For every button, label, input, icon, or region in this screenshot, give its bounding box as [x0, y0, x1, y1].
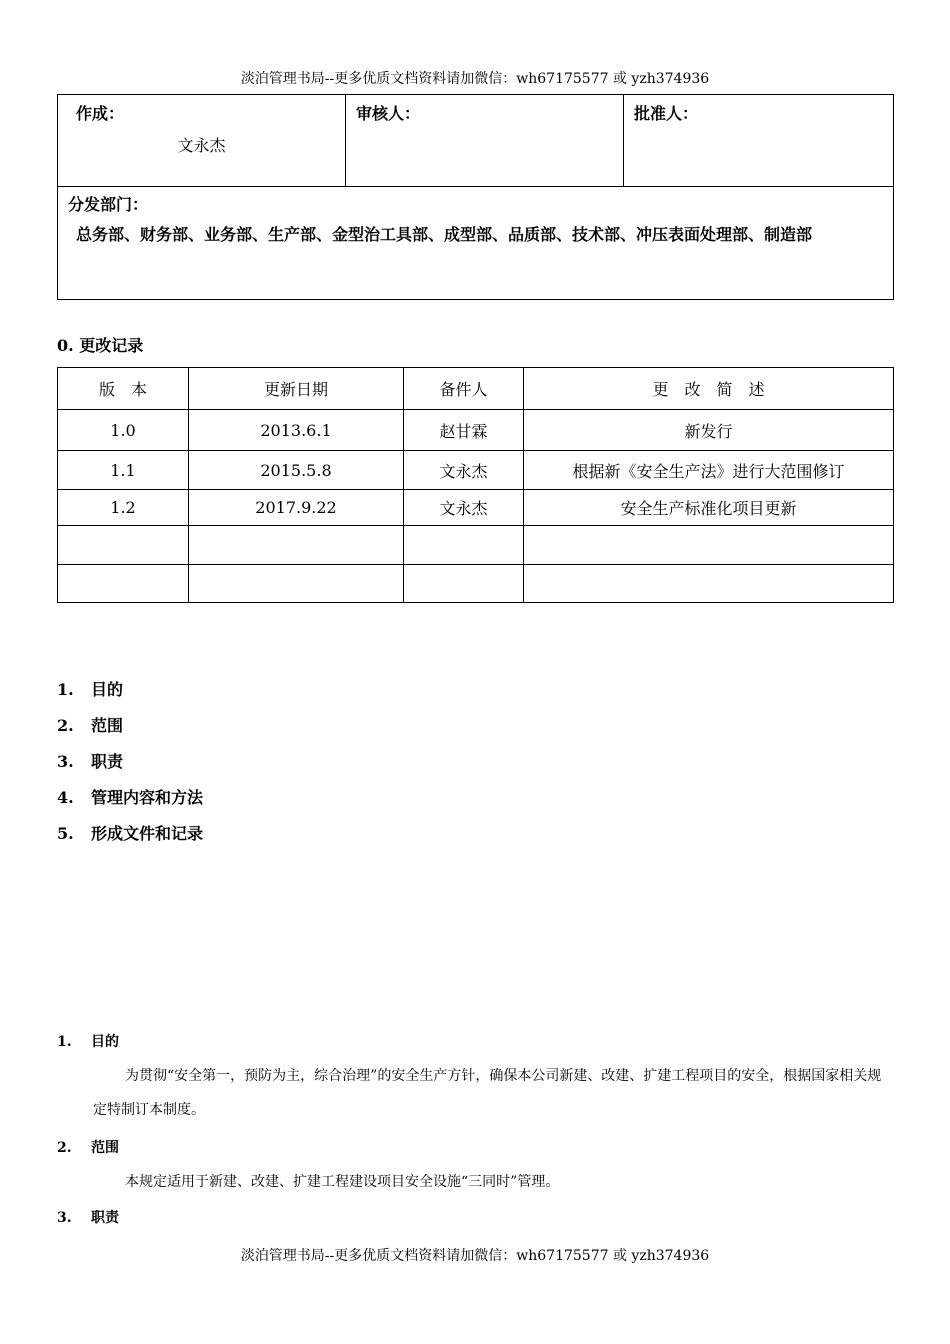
distribution-value: 总务部、财务部、业务部、生产部、金型治工具部、成型部、品质部、技术部、冲压表面处理部、制造部 [76, 225, 813, 244]
revision-cell: 1.1 [58, 451, 189, 490]
reviewer-label: 审核人： [356, 104, 421, 123]
section-text: 为贯彻“安全第一，预防为主，综合治理”的安全生产方针，确保本公司新建、改建、扩建工程项目的安全，根据国家相关规定特制订本制度。 [93, 1068, 882, 1118]
section-number: 3. [57, 1210, 72, 1226]
section-number: 1. [57, 1034, 72, 1050]
author-value: 文永杰 [177, 136, 226, 155]
revision-header-person: 备件人 [404, 368, 524, 410]
toc-title: 形成文件和记录 [91, 824, 204, 843]
revision-cell: 2015.5.8 [189, 451, 404, 490]
revision-header-version: 版 本 [58, 368, 189, 410]
section-heading [57, 1137, 887, 1157]
revision-cell: 文永杰 [404, 490, 524, 526]
section-title: 范围 [91, 1140, 119, 1156]
revision-cell [58, 526, 189, 565]
revision-section-title: 0. 更改记录 [57, 336, 144, 355]
toc-item [57, 678, 203, 714]
revision-cell: 1.2 [58, 490, 189, 526]
toc-title: 范围 [91, 716, 124, 735]
section-number: 2. [57, 1140, 72, 1156]
toc-number: 4. [57, 788, 74, 807]
toc-number: 3. [57, 752, 74, 771]
section-heading [57, 1031, 887, 1051]
revision-cell [58, 565, 189, 603]
section-responsibility [57, 1207, 887, 1227]
approver-label: 批准人： [634, 104, 699, 123]
toc-item [57, 786, 203, 822]
table-of-contents [57, 678, 203, 858]
reviewer-cell [346, 95, 624, 187]
revision-header-date: 更新日期 [189, 368, 404, 410]
table-row [58, 490, 894, 526]
revision-cell: 赵甘霖 [404, 410, 524, 451]
page-header: 淡泊管理书局--更多优质文档资料请加微信：wh67175577 或 yzh374936 [240, 71, 710, 87]
table-row [58, 410, 894, 451]
revision-cell: 2017.9.22 [189, 490, 404, 526]
toc-number: 1. [57, 680, 74, 699]
section-title: 目的 [91, 1034, 119, 1050]
page-footer: 淡泊管理书局--更多优质文档资料请加微信：wh67175577 或 yzh374936 [240, 1248, 710, 1264]
table-row [58, 451, 894, 490]
revision-cell [189, 565, 404, 603]
revision-cell: 新发行 [524, 410, 894, 451]
revision-cell: 1.0 [58, 410, 189, 451]
revision-cell: 文永杰 [404, 451, 524, 490]
author-label: 作成： [76, 104, 125, 123]
toc-title: 目的 [91, 680, 124, 699]
revision-cell [404, 565, 524, 603]
revision-table [57, 367, 894, 603]
approver-cell [624, 95, 894, 187]
toc-item [57, 714, 203, 750]
section-purpose [57, 1031, 887, 1127]
section-text: 本规定适用于新建、改建、扩建工程建设项目安全设施“三同时”管理。 [125, 1174, 560, 1190]
revision-cell: 安全生产标准化项目更新 [524, 490, 894, 526]
table-row [58, 565, 894, 603]
signature-table [57, 94, 894, 300]
revision-cell [524, 526, 894, 565]
toc-item [57, 822, 203, 858]
section-heading [57, 1207, 887, 1227]
revision-cell [404, 526, 524, 565]
table-row [58, 526, 894, 565]
distribution-label: 分发部门： [68, 195, 149, 214]
section-title: 职责 [91, 1210, 119, 1226]
toc-title: 管理内容和方法 [91, 788, 204, 807]
toc-title: 职责 [91, 752, 124, 771]
revision-header-summary: 更 改 简 述 [524, 368, 894, 410]
revision-cell: 根据新《安全生产法》进行大范围修订 [524, 451, 894, 490]
toc-number: 2. [57, 716, 74, 735]
section-scope [57, 1137, 887, 1199]
author-cell [58, 95, 346, 187]
revision-cell: 2013.6.1 [189, 410, 404, 451]
revision-cell [524, 565, 894, 603]
toc-item [57, 750, 203, 786]
toc-number: 5. [57, 824, 74, 843]
distribution-cell [58, 187, 894, 300]
revision-cell [189, 526, 404, 565]
